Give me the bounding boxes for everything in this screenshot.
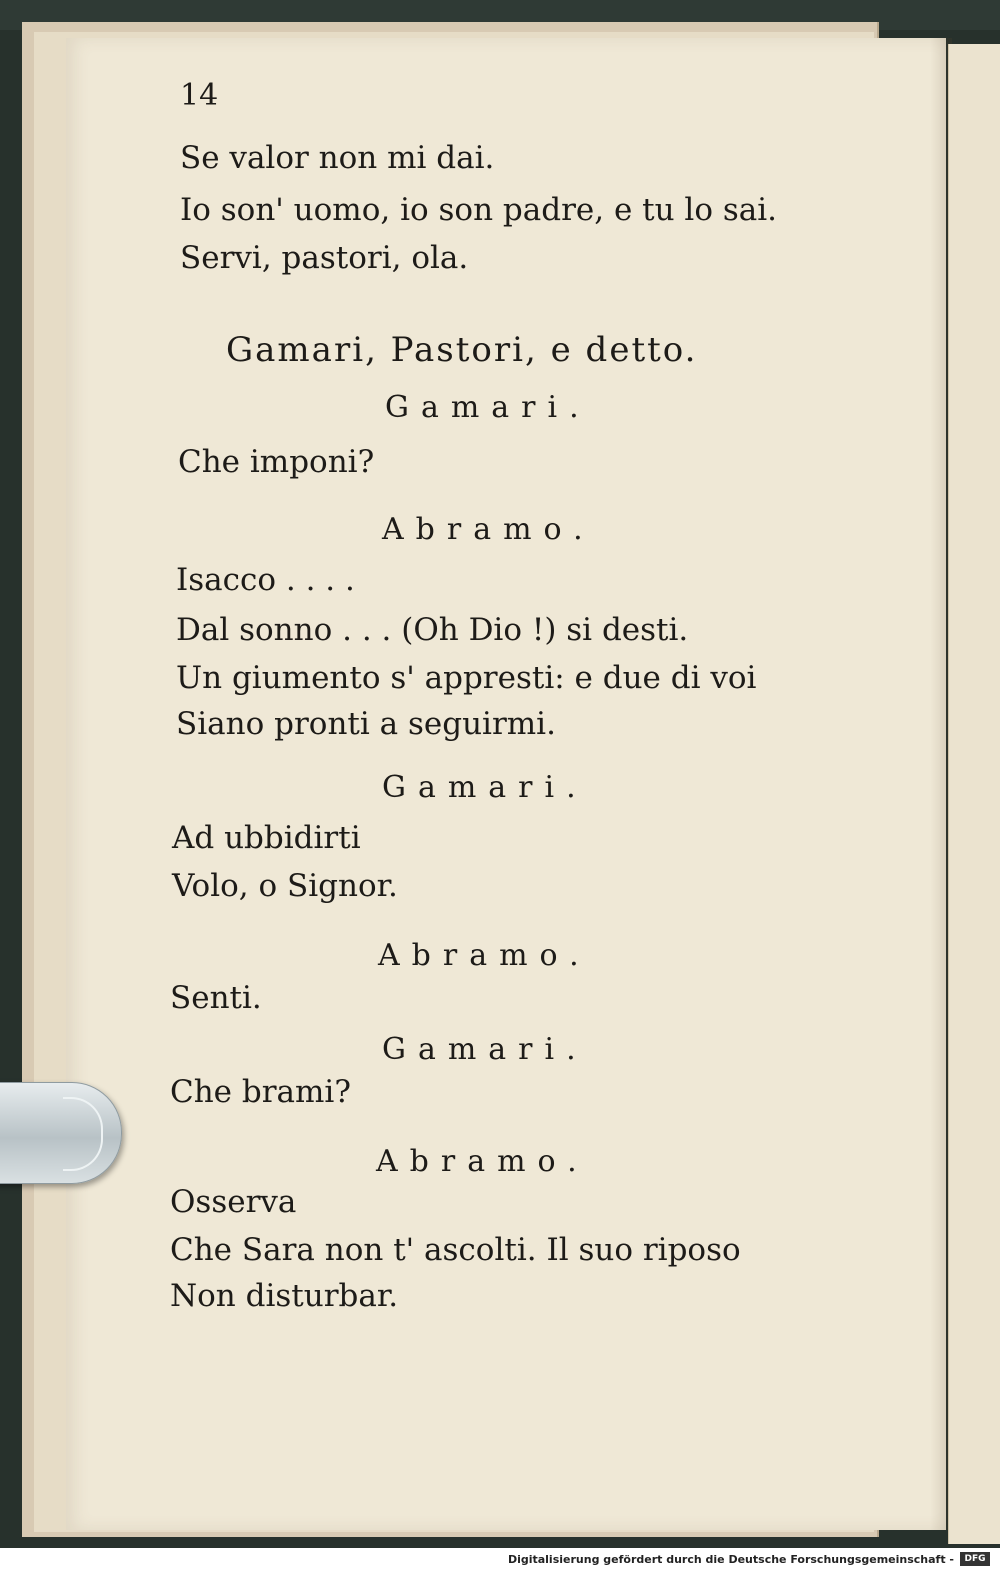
speaker-name: Abramo. xyxy=(376,1144,589,1179)
footer-credit: Digitalisierung gefördert durch die Deutsche Forschungsgemeinschaft - xyxy=(507,1553,954,1566)
dfg-logo: DFG xyxy=(960,1552,990,1566)
dialogue-line: Dal sonno . . . (Oh Dio !) si desti. xyxy=(176,612,689,648)
page-clip xyxy=(0,1082,122,1184)
dialogue-line: Che brami? xyxy=(170,1074,351,1110)
dialogue-line: Senti. xyxy=(170,980,262,1016)
dialogue-line: Siano pronti a seguirmi. xyxy=(176,706,556,742)
speaker-name: Abramo. xyxy=(382,512,595,547)
speaker-name: Abramo. xyxy=(378,938,591,973)
speaker-name: Gamari. xyxy=(382,1032,588,1067)
verse-line: Se valor non mi dai. xyxy=(180,140,495,176)
verse-line: Io son' uomo, io son padre, e tu lo sai. xyxy=(180,192,778,228)
dialogue-line: Non disturbar. xyxy=(170,1278,399,1314)
dialogue-line: Osserva xyxy=(170,1184,297,1220)
dialogue-line: Che Sara non t' ascolti. Il suo riposo xyxy=(170,1232,741,1268)
scene-heading: Gamari, Pastori, e detto. xyxy=(226,330,698,370)
page-number: 14 xyxy=(180,78,219,113)
dialogue-line: Un giumento s' appresti: e due di voi xyxy=(176,660,757,696)
dialogue-line: Volo, o Signor. xyxy=(172,868,398,904)
dialogue-line: Ad ubbidirti xyxy=(172,820,361,856)
page-clip-loop xyxy=(63,1097,103,1171)
speaker-name: Gamari. xyxy=(382,770,588,805)
verse-line: Servi, pastori, ola. xyxy=(180,240,469,276)
speaker-name: Gamari. xyxy=(385,390,591,425)
dialogue-line: Che imponi? xyxy=(178,444,375,480)
dialogue-line: Isacco . . . . xyxy=(176,562,355,598)
